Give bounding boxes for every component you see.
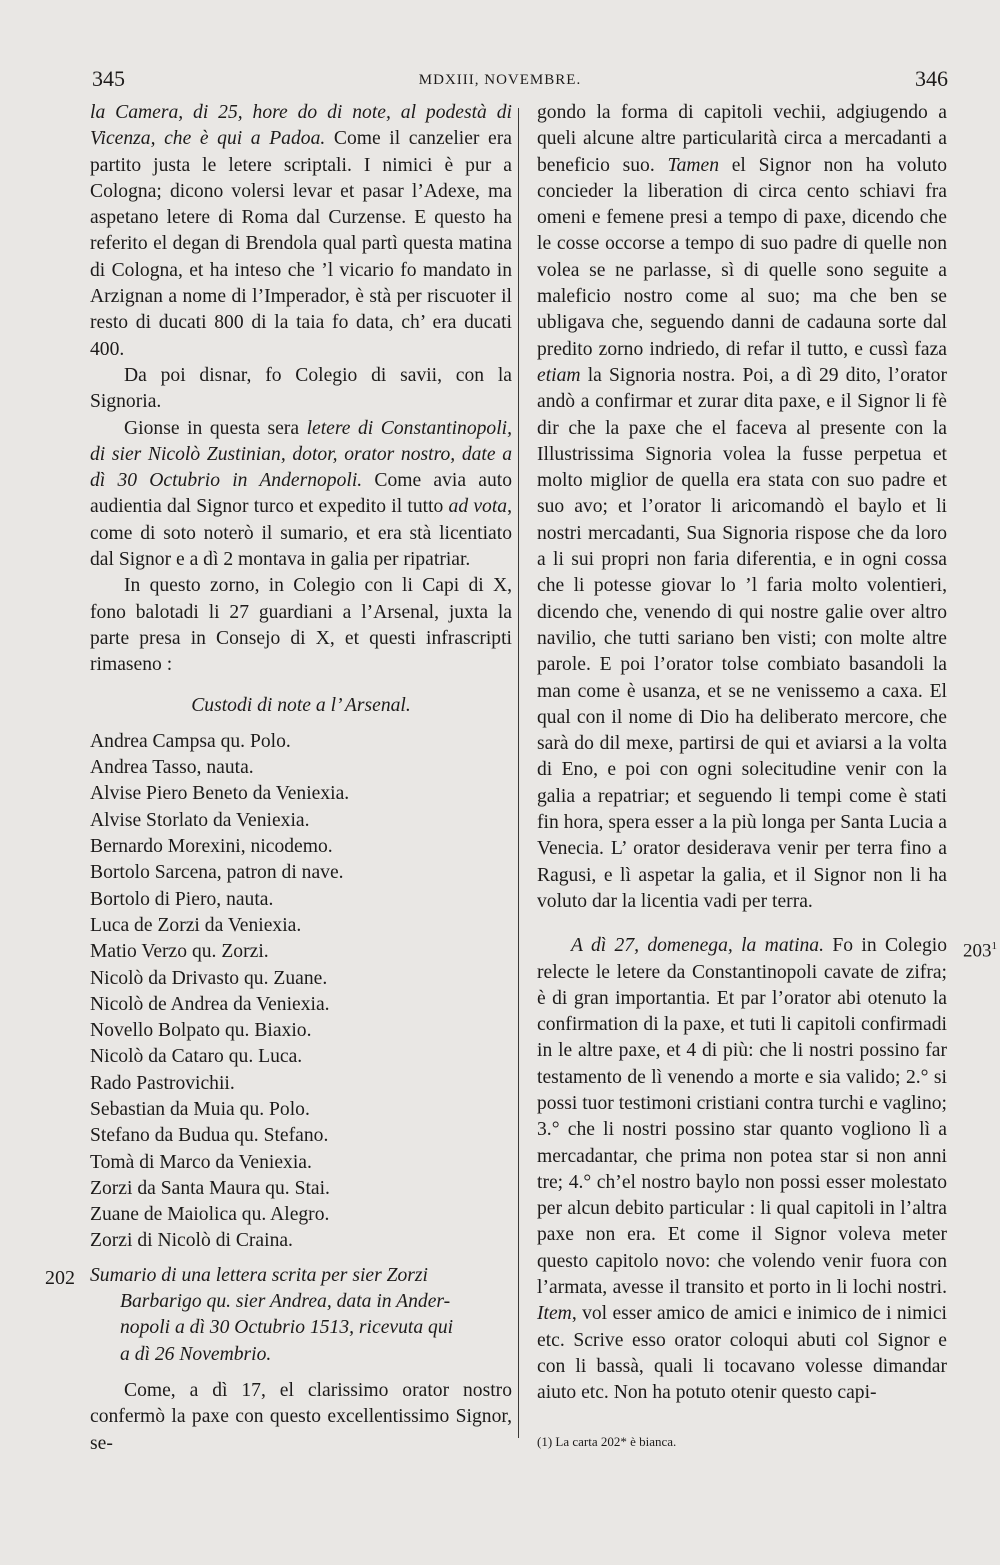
summary-line: a dì 26 Novembrio. [120, 1343, 272, 1365]
page-header [0, 66, 1000, 96]
custodi-entry: Bortolo Sarcena, patron di nave. [90, 862, 344, 884]
summary-line: nopoli a dì 30 Octubrio 1513, ricevuta qui [120, 1317, 454, 1339]
custodi-list [90, 729, 512, 1255]
summary-heading [45, 1263, 512, 1368]
right-column [537, 100, 997, 1451]
custodi-entry: Novello Bolpato qu. Biaxio. [90, 1020, 312, 1042]
right-page-number: 346 [915, 66, 948, 91]
text-run: Come il canzelier era partito justa le letere scriptali. I nimici è pur a Cologna; dicono volersi levar et pasar l’Adexe, ma aspetano letere di Roma dal Curzense. E questo ha referito el degan di Brendola qual partì questa matina di Cologna, et ha inteso che ’l vicario fo mandato in Arzignan a nome di l’Imperador, è stà per riscuoter il resto di ducati 800 di la taia fo data, ch’ era ducati 400. [90, 128, 512, 360]
italic-text: etiam [537, 364, 581, 386]
custodi-entry: Zorzi da Santa Maura qu. Stai. [90, 1177, 330, 1199]
summary-line: Barbarigo qu. sier Andrea, data in Ander- [120, 1291, 451, 1313]
text-run: Gionse in questa sera [124, 417, 307, 439]
summary-line: Sumario di una lettera scrita per sier Zorzi [90, 1264, 429, 1286]
text-run: la Signoria nostra. Poi, a dì 29 dito, l’orator andò a confirmar et zurar dita paxe, e il Signor li fè dir che la paxe che el faceva al presente con la Illustrissima Signoria volea la fusse perpetua et molto miglior de quella era stata con suo padre et suo avo; et l’orator li aricomandò el baylo et li nostri mercadanti, Sua Signoria rispose che da loro a li sui propri non faria diferentia, e in ogni cossa che li potesse giovar lo ’l faria molto volentieri, dicendo che, venendo di qui nostre galie over altro navilio, che tutti sariano ben visti; con molte altre parole. E poi l’orator tolse combiato basandoli la man come è usanza, et se ne venissemo a caxa. El qual con il nome di Dio ha deliberato mercore, che sarà do dil mexe, partirsi de qui et aviarsi a la volta di Eno, e poi con ogni solecitudine venir con la galia a repatriar; et seguendo li tempi come è stati fin hora, spera esser a la più longa per Santa Lucia a Venecia. L’ orator desiderava venir per terra fino a Ragusi, e lì aspetar la galia, et il Signor non li ha voluto dar la licentia vadi per terra. [537, 364, 947, 912]
right-paragraph-2 [537, 933, 997, 1406]
custodi-entry: Sebastian da Muia qu. Polo. [90, 1098, 310, 1120]
margin-folio-number-right [929, 933, 997, 965]
custodi-entry: Andrea Tasso, nauta. [90, 757, 254, 779]
custodi-entry: Zuane de Maiolica qu. Alegro. [90, 1204, 330, 1226]
custodi-entry: Andrea Campsa qu. Polo. [90, 730, 291, 752]
text-run: Fo in Colegio relecte le letere da Constantinopoli cavate de zifra; è di gran importantia. Et par l’orator abi otenuto la confirmation di la paxe, et tuti li capitoli confirmadi in le altre paxe, et 4 di più: che li nostri possino far testamento de lì venendo a morte e sia valido; 2.° si possi tuor testimoni cristiani contra turchi e vaglino; 3.° che li nostri possino star quanto vogliono lì a mercadantar, che prima non potea star si non anni tre; 4.° ch’el nostro baylo non possi esser molestato per alcun debito particular : li qual capitoli in l’altra paxe non era. Et come il Signor voleva meter questo capitolo novo: che volendo venir fuora con l’armata, avesse il transito et porto in li lochi nostri. [537, 935, 947, 1299]
italic-text: la Camera, di 25, hore do di note, al podestà di Vicenza, che è qui a Padoa. [90, 102, 512, 150]
margin-number: 203 [963, 940, 992, 962]
custodi-entry: Nicolò de Andrea da Veniexia. [90, 993, 330, 1015]
margin-folio-number: 202 [45, 1266, 75, 1289]
text-run: Come avia auto audientia dal Signor turco et expedito il tutto [90, 470, 512, 518]
custodi-entry: Tomà di Marco da Veniexia. [90, 1151, 312, 1173]
custodi-entry: Stefano da Budua qu. Stefano. [90, 1125, 329, 1147]
left-column [45, 100, 512, 1457]
left-paragraph-4: In questo zorno, in Colegio con li Capi di X, fono balotadi li 27 guardiani a l’Arsenal, juxta la parte presa in Consejo di X, et questi infrascripti rimaseno : [90, 575, 512, 676]
custodi-entry: Luca de Zorzi da Veniexia. [90, 914, 302, 936]
text-run: el Signor non ha voluto concieder la liberation di circa cento schiavi fra omeni e femene presi a tempo di paxe, dicendo che le cosse occorse a tempo di suo padre di quelle non volea se ne parlasse, sì di quelle sono seguite a maleficio nostro come al suo; ma che ben se ubligava che, seguendo danni de cadauna sorte dal predito zorno indriedo, di refar il tutto, e cussì faza [537, 154, 947, 360]
italic-text: ad vota [448, 496, 508, 518]
custodi-entry: Nicolò da Cataro qu. Luca. [90, 1046, 303, 1068]
italic-text: A dì 27, domenega, la matina. [571, 935, 825, 957]
italic-text: letere di Constantinopoli, di sier Nicolò Zustinian, dotor, orator nostro, date a dì 30 Octubrio in Andernopoli. [90, 417, 512, 492]
custodi-entry: Alvise Piero Beneto da Veniexia. [90, 783, 350, 805]
left-paragraph-3 [90, 416, 512, 574]
italic-text: Tamen [667, 154, 720, 176]
custodi-entry: Nicolò da Drivasto qu. Zuane. [90, 967, 328, 989]
left-paragraph-5: Come, a dì 17, el clarissimo orator nostro confermò la paxe con questo excellentissimo Signor, se- [90, 1379, 512, 1454]
right-paragraph-1 [537, 100, 947, 915]
custodi-entry: Matio Verzo qu. Zorzi. [90, 941, 269, 963]
left-paragraph-2: Da poi disnar, fo Colegio di savii, con la Signoria. [90, 364, 512, 413]
custodi-entry: Bernardo Morexini, nicodemo. [90, 836, 333, 858]
text-run: , vol esser amico de amici e inimico de i nimici etc. Scrive esso orator coloqui abuti col Signor e con li bassà, quali li tocavano volesse dimandar aiuto etc. Non ha potuto otenir questo capi- [537, 1303, 947, 1404]
running-title: MDXIII, NOVEMBRE. [418, 72, 582, 88]
left-paragraph-1 [90, 100, 512, 363]
italic-text: Item [537, 1303, 572, 1325]
custodi-entry: Alvise Storlato da Veniexia. [90, 809, 310, 831]
text-run: gondo la forma di capitoli vechii, adgiugendo a queli alcune altre particularità circa a mercadanti a beneficio suo. [537, 102, 947, 176]
custodi-entry: Zorzi di Nicolò di Craina. [90, 1230, 293, 1252]
custodi-entry: Bortolo di Piero, nauta. [90, 888, 274, 910]
text-run: , come di soto noterò il sumario, et era stà licentiato dal Signor e a dì 2 montava in galia per ripatriar. [90, 496, 512, 571]
left-page-number: 345 [92, 66, 125, 91]
footnote: (1) La carta 202* è bianca. [537, 1433, 677, 1449]
right-paragraph-2-text [537, 935, 947, 1403]
section-title: Custodi di note a l’ Arsenal. [191, 694, 411, 716]
column-divider [518, 108, 519, 1438]
margin-footnote-mark: 1 [991, 940, 997, 953]
custodi-entry: Rado Pastrovichii. [90, 1072, 235, 1094]
